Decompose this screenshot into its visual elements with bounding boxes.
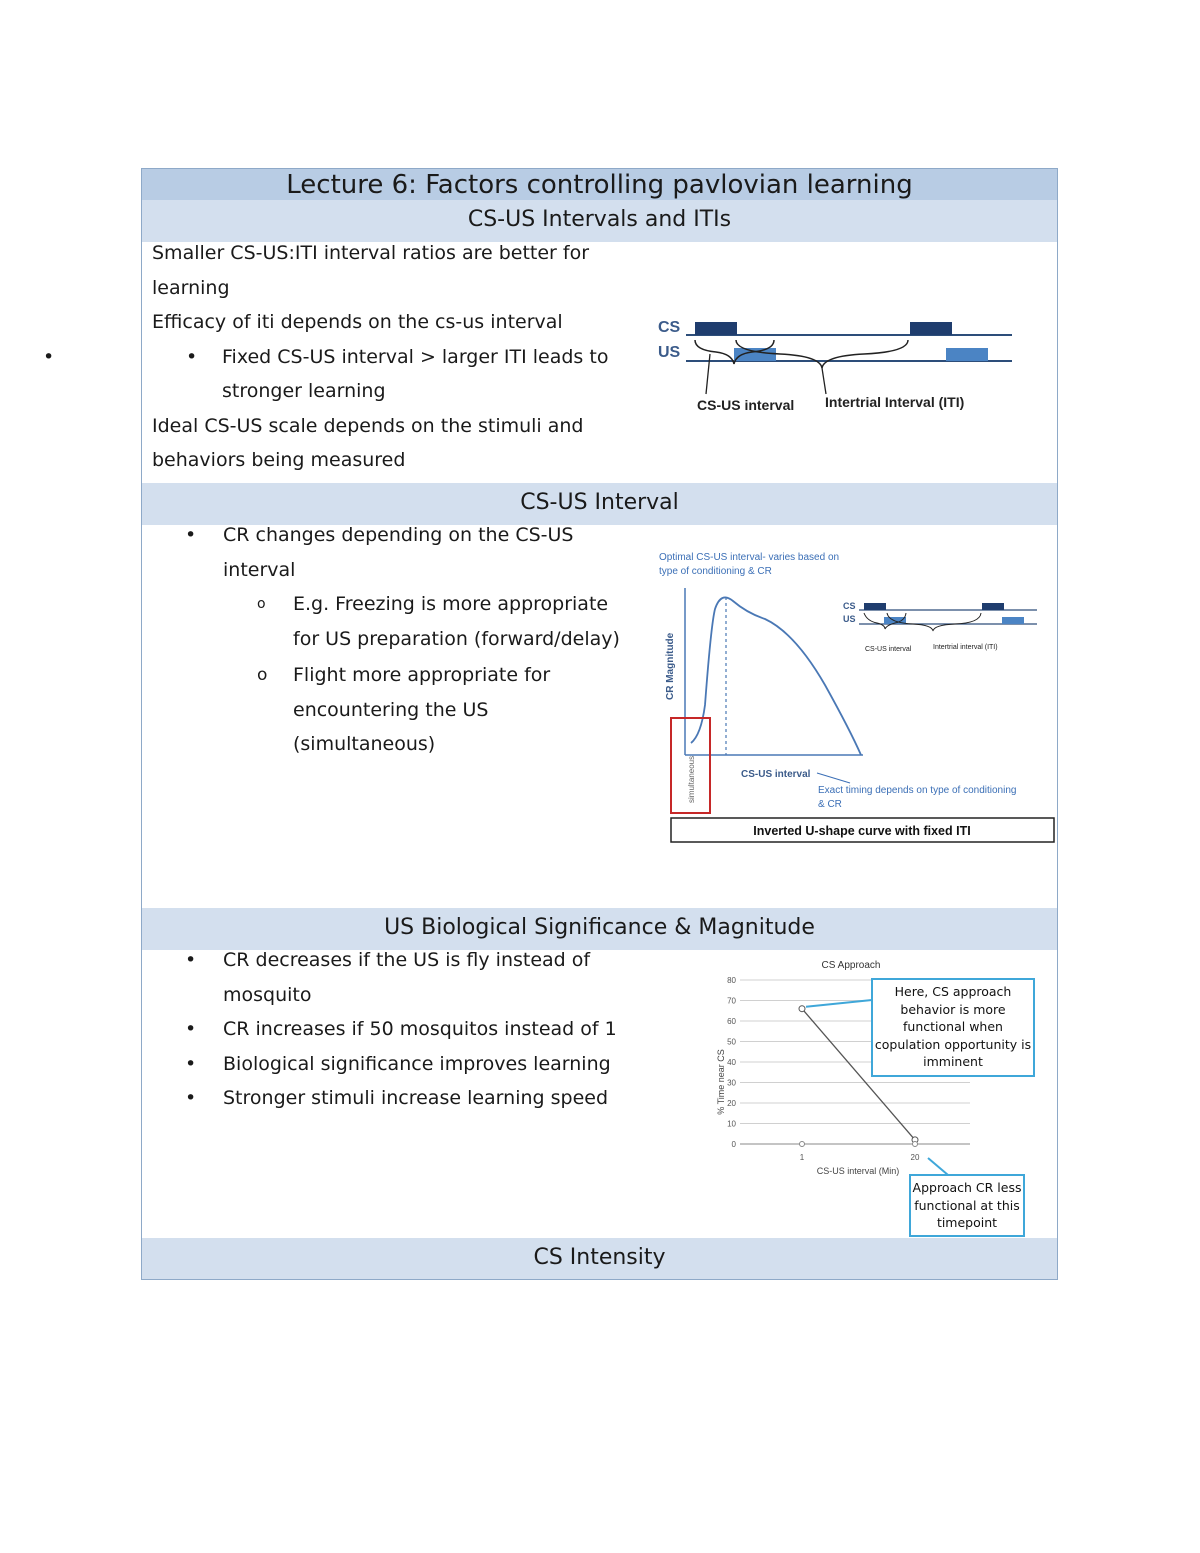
callout-low-text: Approach CR less functional at this timepoint [912, 1180, 1022, 1230]
cs-block [910, 322, 952, 335]
chart-x-label: CS-US interval (Min) [816, 1166, 900, 1176]
inset-iti-label: Intertrial interval (ITI) [933, 644, 998, 651]
caption-text: Inverted U-shape curve with fixed ITI [753, 824, 971, 838]
y-tick-label: 40 [727, 1058, 736, 1067]
chart-y-ticks [727, 976, 736, 1149]
sub-bullet-item: o E.g. Freezing is more appropriate for US preparation (forward/delay) [257, 593, 620, 650]
us-block [734, 348, 776, 361]
y-tick-label: 30 [727, 1078, 736, 1088]
bullet-item: • CR changes depending on the CS-US interval [142, 518, 632, 587]
callout-high-text: Here, CS approach behavior is more functional when copulation opportunity is imminent [874, 984, 1032, 1069]
sub-bullet-item: o Flight more appropriate for encountering the US (simultaneous) [257, 664, 551, 755]
y-tick-label: 60 [727, 1017, 736, 1026]
cs-block [695, 322, 737, 335]
cs-label: CS [658, 319, 681, 336]
heading-cs-intensity: CS Intensity [142, 1238, 1057, 1279]
section-intervals-text [152, 236, 632, 478]
section-biological-text [142, 943, 632, 1116]
heading-biological-significance: US Biological Significance & Magnitude [142, 908, 1057, 950]
us-label: US [658, 344, 681, 361]
y-tick-label: 50 [727, 1037, 736, 1047]
x-tick-label: 1 [799, 1153, 805, 1162]
iti-label: Intertrial Interval (ITI) [825, 394, 965, 410]
timing-note-line2: & CR [818, 799, 842, 810]
cs-us-interval-label: CS-US interval [697, 397, 795, 413]
paragraph: Efficacy of iti depends on the cs-us interval [152, 311, 563, 333]
data-point [799, 1006, 805, 1012]
bullet-item: • CR increases if 50 mosquitos instead of 1 [142, 1012, 632, 1047]
y-tick-label: 80 [727, 976, 736, 985]
section-cs-us-interval-text [142, 518, 632, 762]
inverted-u-curve [691, 597, 861, 755]
heading-cs-us-intervals-itis: CS-US Intervals and ITIs [142, 200, 1057, 242]
x-tick-label: 20 [910, 1153, 920, 1162]
x-axis-label: CS-US interval [741, 769, 811, 780]
y-tick-label: 10 [727, 1119, 736, 1129]
simultaneous-label: simultaneous [687, 755, 696, 803]
cs-us-timeline-figure [650, 310, 1020, 420]
callout-low-pointer [928, 1158, 948, 1175]
y-tick-label: 70 [727, 996, 736, 1006]
y-tick-label: 20 [727, 1099, 736, 1108]
bullet-item: • • Fixed CS-US interval > larger ITI leads to stronger learning [0, 340, 632, 409]
inset-interval-label: CS-US interval [865, 646, 912, 653]
chart-y-label: % Time near CS [716, 1049, 726, 1115]
y-axis-label: CR Magnitude [665, 632, 676, 700]
cs-approach-chart [700, 952, 1045, 1237]
inverted-u-figure [655, 545, 1060, 845]
inset-us-label: US [843, 614, 856, 624]
optimal-note-line2: type of conditioning & CR [659, 566, 772, 577]
bullet-item: • Stronger stimuli increase learning speed [142, 1081, 632, 1116]
chart-x-ticks [800, 1153, 920, 1162]
y-tick-label: 0 [731, 1140, 736, 1149]
optimal-note-line1: Optimal CS-US interval- varies based on [659, 552, 840, 563]
us-block [946, 348, 988, 361]
x-axis-marker [800, 1142, 805, 1147]
callout-high-pointer [806, 1000, 872, 1007]
page-title: Lecture 6: Factors controlling pavlovian learning [142, 169, 1057, 200]
paragraph: Ideal CS-US scale depends on the stimuli and behaviors being measured [152, 414, 584, 471]
bullet-item: • Biological significance improves learning [142, 1047, 632, 1082]
chart-title: CS Approach [821, 960, 881, 971]
heading-cs-us-interval: CS-US Interval [142, 483, 1057, 525]
paragraph: Smaller CS-US:ITI interval ratios are better for learning [152, 242, 590, 299]
bullet-item: • CR decreases if the US is fly instead of mosquito [142, 943, 632, 1012]
timing-note-line1: Exact timing depends on type of conditioning [818, 785, 1017, 796]
inset-cs-label: CS [843, 601, 856, 611]
x-axis-marker [913, 1142, 918, 1147]
